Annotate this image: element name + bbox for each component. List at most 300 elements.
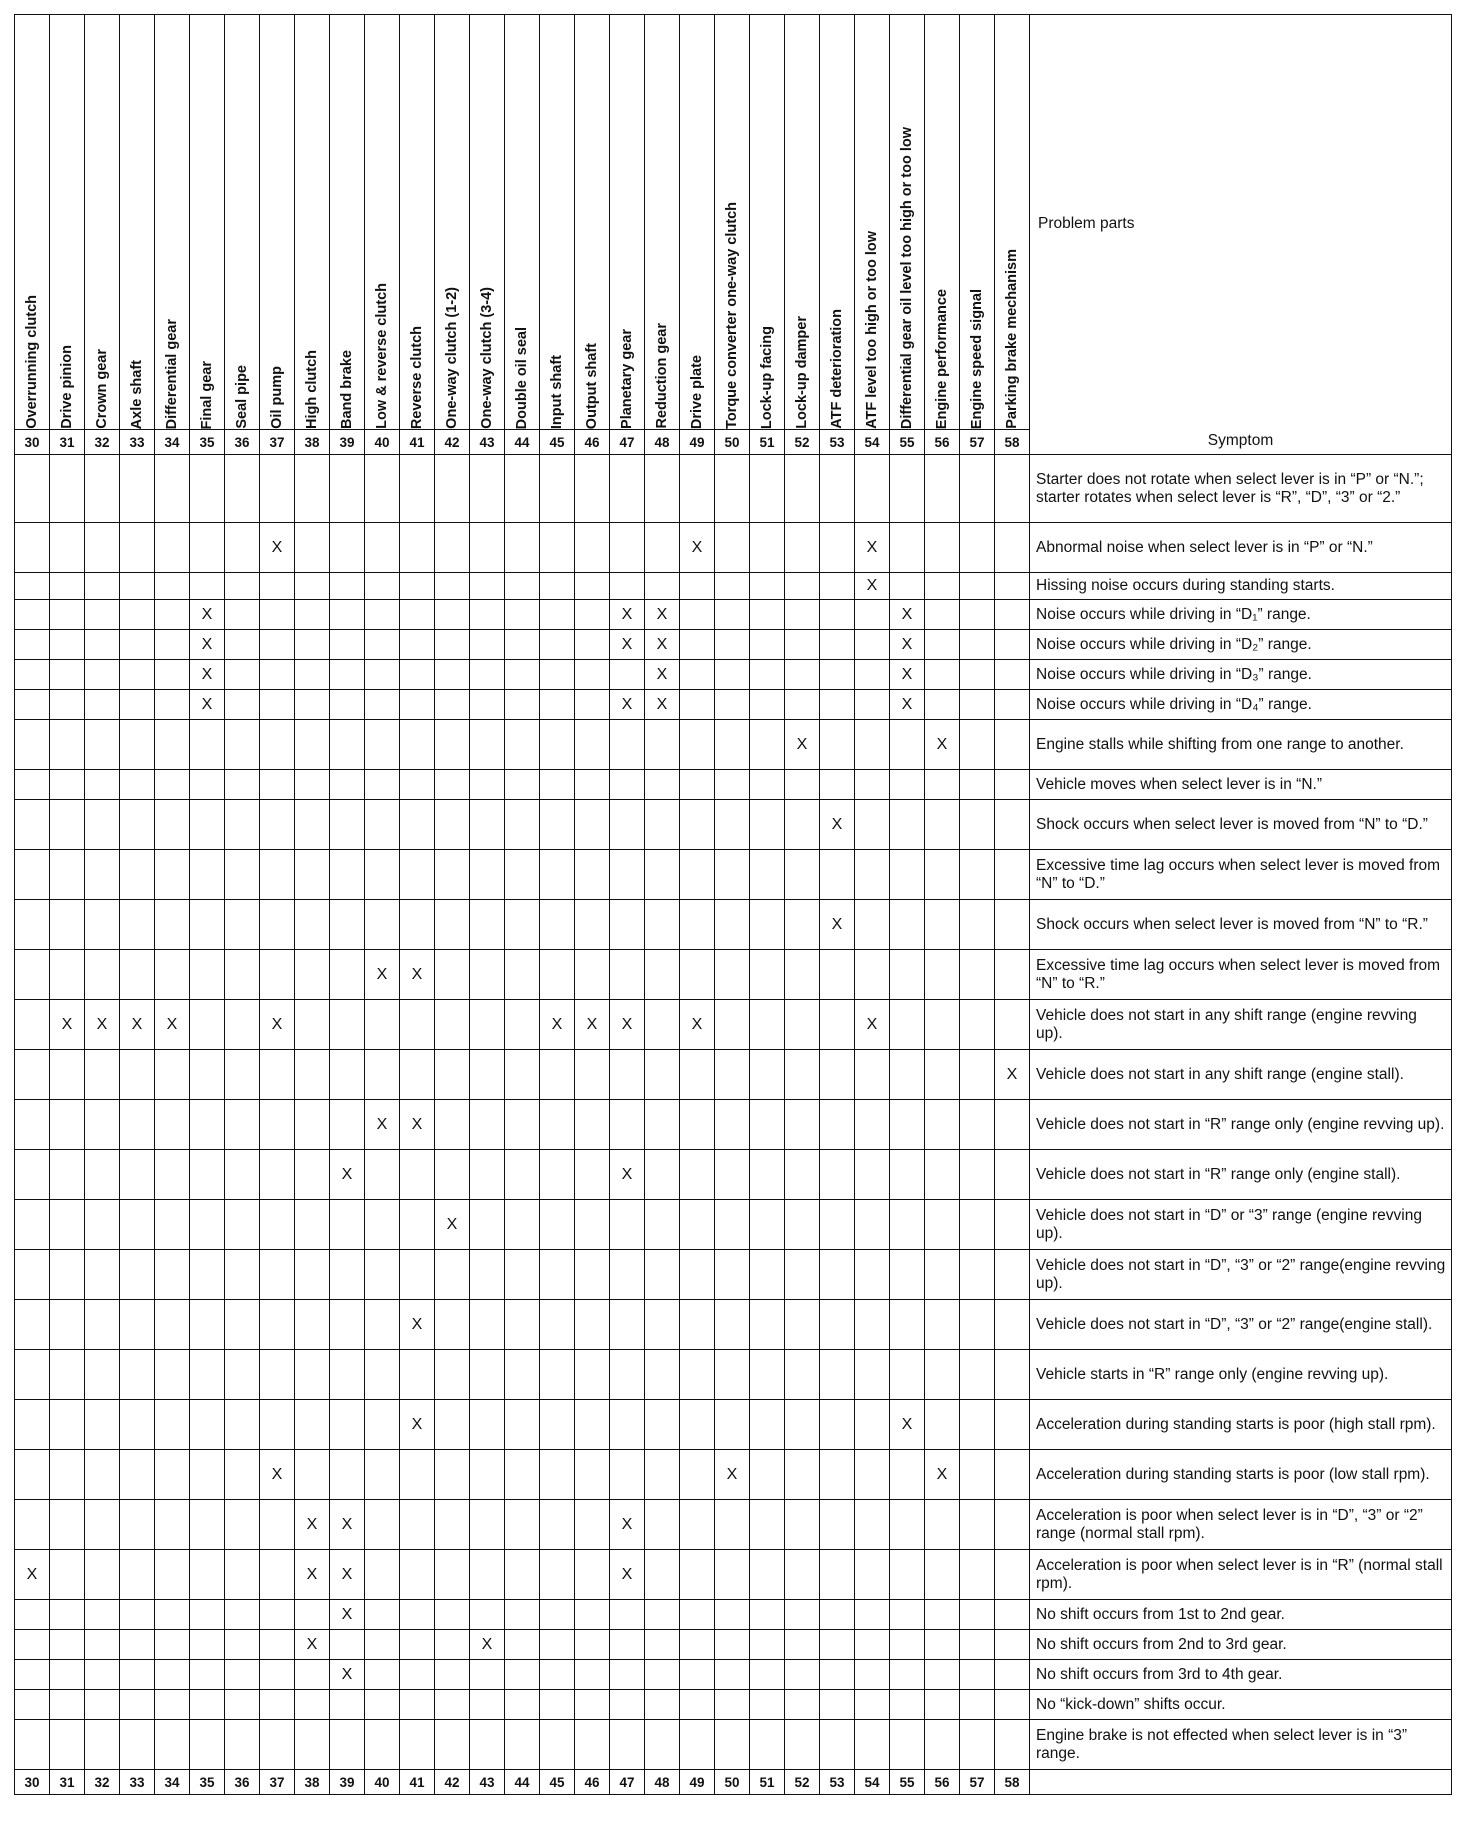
empty-cell [470, 1300, 505, 1350]
empty-cell [435, 1350, 470, 1400]
symptom-text: No shift occurs from 1st to 2nd gear. [1030, 1600, 1452, 1630]
empty-cell [435, 523, 470, 573]
problem-mark: X [190, 660, 225, 690]
part-name-label: Crown gear [93, 349, 110, 429]
empty-cell [365, 850, 400, 900]
symptom-text: Shock occurs when select lever is moved from “N” to “D.” [1030, 800, 1452, 850]
empty-cell [855, 1050, 890, 1100]
empty-cell [470, 455, 505, 523]
empty-cell [295, 950, 330, 1000]
column-number: 58 [995, 430, 1030, 455]
empty-cell [505, 630, 540, 660]
part-name-label: Seal pipe [233, 365, 250, 429]
empty-cell [365, 900, 400, 950]
problem-mark: X [50, 1000, 85, 1050]
empty-cell [435, 573, 470, 600]
problem-mark: X [925, 1450, 960, 1500]
empty-cell [925, 1690, 960, 1720]
empty-cell [365, 1200, 400, 1250]
empty-cell [995, 1450, 1030, 1500]
empty-cell [155, 850, 190, 900]
empty-cell [85, 800, 120, 850]
empty-cell [995, 850, 1030, 900]
empty-cell [715, 660, 750, 690]
empty-cell [995, 1550, 1030, 1600]
empty-cell [225, 1350, 260, 1400]
table-row [15, 1600, 1452, 1630]
empty-cell [190, 1600, 225, 1630]
empty-cell [715, 630, 750, 660]
empty-cell [365, 1400, 400, 1450]
empty-cell [820, 455, 855, 523]
problem-mark: X [365, 950, 400, 1000]
column-header-44 [505, 15, 540, 430]
empty-cell [505, 573, 540, 600]
empty-cell [785, 1250, 820, 1300]
empty-cell [855, 600, 890, 630]
empty-cell [785, 1200, 820, 1250]
empty-cell [190, 1660, 225, 1690]
empty-cell [15, 850, 50, 900]
empty-cell [190, 900, 225, 950]
empty-cell [925, 1100, 960, 1150]
empty-cell [645, 1300, 680, 1350]
empty-cell [190, 1500, 225, 1550]
problem-mark: X [820, 900, 855, 950]
empty-cell [785, 1660, 820, 1690]
empty-cell [470, 1500, 505, 1550]
empty-cell [715, 573, 750, 600]
problem-mark: X [610, 630, 645, 660]
empty-cell [365, 1300, 400, 1350]
empty-cell [85, 950, 120, 1000]
symptom-text: Vehicle does not start in “R” range only (engine stall). [1030, 1150, 1452, 1200]
empty-cell [295, 1300, 330, 1350]
empty-cell [365, 1550, 400, 1600]
empty-cell [645, 1050, 680, 1100]
empty-cell [470, 1400, 505, 1450]
column-header-46 [575, 15, 610, 430]
empty-cell [365, 600, 400, 630]
empty-cell [120, 1630, 155, 1660]
problem-mark: X [540, 1000, 575, 1050]
problem-mark: X [785, 720, 820, 770]
empty-cell [610, 523, 645, 573]
footer-column-number: 37 [260, 1770, 295, 1795]
empty-cell [85, 600, 120, 630]
problem-mark: X [855, 1000, 890, 1050]
empty-cell [715, 1660, 750, 1690]
empty-cell [85, 1450, 120, 1500]
empty-cell [260, 1050, 295, 1100]
empty-cell [470, 1550, 505, 1600]
problem-mark: X [190, 630, 225, 660]
empty-cell [680, 1500, 715, 1550]
problem-mark: X [260, 523, 295, 573]
column-number: 56 [925, 430, 960, 455]
column-header-53 [820, 15, 855, 430]
symptom-text: Vehicle does not start in “D”, “3” or “2” range(engine revving up). [1030, 1250, 1452, 1300]
empty-cell [575, 770, 610, 800]
empty-cell [785, 1690, 820, 1720]
empty-cell [295, 1100, 330, 1150]
empty-cell [960, 1050, 995, 1100]
empty-cell [820, 950, 855, 1000]
column-header-40 [365, 15, 400, 430]
problem-mark: X [820, 800, 855, 850]
empty-cell [365, 1150, 400, 1200]
empty-cell [50, 1400, 85, 1450]
empty-cell [85, 523, 120, 573]
empty-cell [85, 1630, 120, 1660]
empty-cell [995, 1100, 1030, 1150]
empty-cell [365, 1450, 400, 1500]
empty-cell [50, 573, 85, 600]
empty-cell [610, 950, 645, 1000]
empty-cell [470, 900, 505, 950]
symptom-text: No shift occurs from 3rd to 4th gear. [1030, 1660, 1452, 1690]
column-number: 50 [715, 430, 750, 455]
empty-cell [295, 1690, 330, 1720]
empty-cell [260, 1200, 295, 1250]
empty-cell [925, 900, 960, 950]
empty-cell [50, 523, 85, 573]
empty-cell [540, 600, 575, 630]
footer-column-number: 48 [645, 1770, 680, 1795]
empty-cell [435, 1400, 470, 1450]
empty-cell [785, 850, 820, 900]
empty-cell [120, 1660, 155, 1690]
empty-cell [15, 1350, 50, 1400]
empty-cell [925, 1660, 960, 1690]
empty-cell [610, 770, 645, 800]
empty-cell [400, 1660, 435, 1690]
problem-mark: X [120, 1000, 155, 1050]
empty-cell [785, 1550, 820, 1600]
empty-cell [750, 1000, 785, 1050]
empty-cell [680, 1660, 715, 1690]
empty-cell [120, 1200, 155, 1250]
empty-cell [855, 720, 890, 770]
empty-cell [960, 1400, 995, 1450]
empty-cell [225, 630, 260, 660]
problem-mark: X [330, 1150, 365, 1200]
empty-cell [785, 1500, 820, 1550]
table-row [15, 1150, 1452, 1200]
empty-cell [505, 690, 540, 720]
empty-cell [15, 690, 50, 720]
symptom-text: Acceleration is poor when select lever is in “D”, “3” or “2” range (normal stall rpm). [1030, 1500, 1452, 1550]
empty-cell [540, 900, 575, 950]
column-header-37 [260, 15, 295, 430]
column-header-58 [995, 15, 1030, 430]
empty-cell [505, 770, 540, 800]
table-row [15, 1550, 1452, 1600]
empty-cell [435, 850, 470, 900]
empty-cell [225, 1400, 260, 1450]
empty-cell [190, 1250, 225, 1300]
empty-cell [330, 1400, 365, 1450]
empty-cell [505, 1050, 540, 1100]
empty-cell [505, 1660, 540, 1690]
empty-cell [330, 770, 365, 800]
symptom-text: No “kick-down” shifts occur. [1030, 1690, 1452, 1720]
empty-cell [225, 1660, 260, 1690]
table-row [15, 1500, 1452, 1550]
empty-cell [190, 800, 225, 850]
empty-cell [820, 1250, 855, 1300]
empty-cell [400, 720, 435, 770]
empty-cell [470, 720, 505, 770]
empty-cell [330, 1200, 365, 1250]
empty-cell [820, 573, 855, 600]
column-header-47 [610, 15, 645, 430]
empty-cell [575, 660, 610, 690]
empty-cell [680, 1400, 715, 1450]
empty-cell [820, 1630, 855, 1660]
empty-cell [575, 1450, 610, 1500]
empty-cell [540, 1690, 575, 1720]
empty-cell [85, 690, 120, 720]
empty-cell [715, 600, 750, 630]
empty-cell [50, 1660, 85, 1690]
empty-cell [820, 1500, 855, 1550]
empty-cell [120, 1550, 155, 1600]
empty-cell [960, 1630, 995, 1660]
empty-cell [225, 1690, 260, 1720]
empty-cell [120, 850, 155, 900]
empty-cell [155, 573, 190, 600]
empty-cell [645, 1720, 680, 1770]
column-header-33 [120, 15, 155, 430]
empty-cell [155, 1400, 190, 1450]
empty-cell [400, 1690, 435, 1720]
empty-cell [190, 1100, 225, 1150]
empty-cell [295, 720, 330, 770]
empty-cell [820, 1150, 855, 1200]
empty-cell [470, 1720, 505, 1770]
column-number: 31 [50, 430, 85, 455]
empty-cell [365, 1000, 400, 1050]
problem-mark: X [295, 1500, 330, 1550]
empty-cell [365, 770, 400, 800]
empty-cell [365, 1350, 400, 1400]
empty-cell [435, 1550, 470, 1600]
empty-cell [715, 1720, 750, 1770]
empty-cell [225, 1720, 260, 1770]
empty-cell [925, 1720, 960, 1770]
table-row [15, 800, 1452, 850]
empty-cell [120, 1100, 155, 1150]
empty-cell [365, 1500, 400, 1550]
empty-cell [225, 1450, 260, 1500]
empty-cell [715, 1100, 750, 1150]
part-name-label: ATF deterioration [828, 309, 845, 429]
empty-cell [120, 800, 155, 850]
empty-cell [120, 690, 155, 720]
empty-cell [400, 1720, 435, 1770]
empty-cell [995, 1150, 1030, 1200]
empty-cell [120, 720, 155, 770]
empty-cell [365, 573, 400, 600]
empty-cell [120, 573, 155, 600]
empty-cell [995, 1200, 1030, 1250]
empty-cell [120, 630, 155, 660]
empty-cell [925, 1250, 960, 1300]
empty-cell [435, 600, 470, 630]
empty-cell [365, 1630, 400, 1660]
problem-mark: X [330, 1550, 365, 1600]
empty-cell [260, 850, 295, 900]
troubleshooting-table [14, 14, 1452, 1795]
empty-cell [15, 523, 50, 573]
empty-cell [680, 770, 715, 800]
empty-cell [645, 1400, 680, 1450]
empty-cell [225, 720, 260, 770]
empty-cell [400, 573, 435, 600]
empty-cell [820, 850, 855, 900]
symptom-text: Hissing noise occurs during standing starts. [1030, 573, 1452, 600]
column-header-31 [50, 15, 85, 430]
empty-cell [505, 455, 540, 523]
empty-cell [505, 1200, 540, 1250]
empty-cell [750, 660, 785, 690]
empty-cell [50, 1550, 85, 1600]
column-number: 42 [435, 430, 470, 455]
empty-cell [50, 455, 85, 523]
empty-cell [225, 690, 260, 720]
empty-cell [400, 630, 435, 660]
symptom-text: Vehicle does not start in “D” or “3” range (engine revving up). [1030, 1200, 1452, 1250]
empty-cell [505, 600, 540, 630]
empty-cell [260, 1720, 295, 1770]
footer-column-number: 44 [505, 1770, 540, 1795]
empty-cell [50, 1690, 85, 1720]
footer-column-number: 41 [400, 1770, 435, 1795]
empty-cell [435, 900, 470, 950]
empty-cell [470, 1100, 505, 1150]
empty-cell [330, 1100, 365, 1150]
empty-cell [715, 690, 750, 720]
empty-cell [540, 770, 575, 800]
empty-cell [295, 800, 330, 850]
empty-cell [85, 1500, 120, 1550]
empty-cell [575, 690, 610, 720]
empty-cell [645, 720, 680, 770]
empty-cell [680, 1690, 715, 1720]
empty-cell [575, 600, 610, 630]
problem-mark: X [680, 523, 715, 573]
empty-cell [995, 630, 1030, 660]
empty-cell [15, 1300, 50, 1350]
empty-cell [925, 660, 960, 690]
empty-cell [435, 660, 470, 690]
empty-cell [610, 900, 645, 950]
empty-cell [750, 690, 785, 720]
table-row [15, 690, 1452, 720]
empty-cell [330, 1300, 365, 1350]
empty-cell [85, 1050, 120, 1100]
empty-cell [540, 800, 575, 850]
empty-cell [960, 720, 995, 770]
empty-cell [295, 1050, 330, 1100]
empty-cell [785, 1350, 820, 1400]
empty-cell [120, 1400, 155, 1450]
empty-cell [750, 1660, 785, 1690]
empty-cell [925, 690, 960, 720]
empty-cell [435, 1500, 470, 1550]
empty-cell [260, 1350, 295, 1400]
column-header-55 [890, 15, 925, 430]
empty-cell [785, 630, 820, 660]
empty-cell [155, 1350, 190, 1400]
footer-column-number: 33 [120, 1770, 155, 1795]
empty-cell [960, 523, 995, 573]
empty-cell [295, 770, 330, 800]
empty-cell [750, 600, 785, 630]
empty-cell [435, 455, 470, 523]
empty-cell [540, 1100, 575, 1150]
empty-cell [785, 1300, 820, 1350]
empty-cell [50, 1630, 85, 1660]
part-name-label: Overrunning clutch [23, 295, 40, 429]
empty-cell [855, 800, 890, 850]
part-name-label: Final gear [198, 360, 215, 429]
empty-cell [225, 1630, 260, 1660]
empty-cell [540, 1720, 575, 1770]
problem-mark: X [610, 600, 645, 630]
empty-cell [540, 1600, 575, 1630]
empty-cell [155, 1660, 190, 1690]
empty-cell [575, 573, 610, 600]
empty-cell [470, 1000, 505, 1050]
empty-cell [995, 800, 1030, 850]
empty-cell [645, 573, 680, 600]
empty-cell [85, 1720, 120, 1770]
empty-cell [225, 1150, 260, 1200]
empty-cell [820, 1000, 855, 1050]
empty-cell [330, 850, 365, 900]
footer-column-number: 36 [225, 1770, 260, 1795]
empty-cell [750, 1100, 785, 1150]
empty-cell [995, 455, 1030, 523]
column-number: 47 [610, 430, 645, 455]
empty-cell [85, 1660, 120, 1690]
empty-cell [295, 900, 330, 950]
empty-cell [715, 1500, 750, 1550]
empty-cell [365, 1600, 400, 1630]
empty-cell [435, 1050, 470, 1100]
empty-cell [820, 630, 855, 660]
empty-cell [15, 1100, 50, 1150]
empty-cell [505, 1100, 540, 1150]
symptom-text: Vehicle starts in “R” range only (engine revving up). [1030, 1350, 1452, 1400]
empty-cell [505, 1350, 540, 1400]
empty-cell [155, 1300, 190, 1350]
problem-mark: X [470, 1630, 505, 1660]
empty-cell [225, 600, 260, 630]
empty-cell [225, 455, 260, 523]
empty-cell [470, 850, 505, 900]
empty-cell [260, 770, 295, 800]
empty-cell [575, 1500, 610, 1550]
empty-cell [575, 630, 610, 660]
empty-cell [295, 660, 330, 690]
empty-cell [750, 1300, 785, 1350]
problem-mark: X [295, 1550, 330, 1600]
part-name-label: Band brake [338, 350, 355, 429]
empty-cell [855, 690, 890, 720]
